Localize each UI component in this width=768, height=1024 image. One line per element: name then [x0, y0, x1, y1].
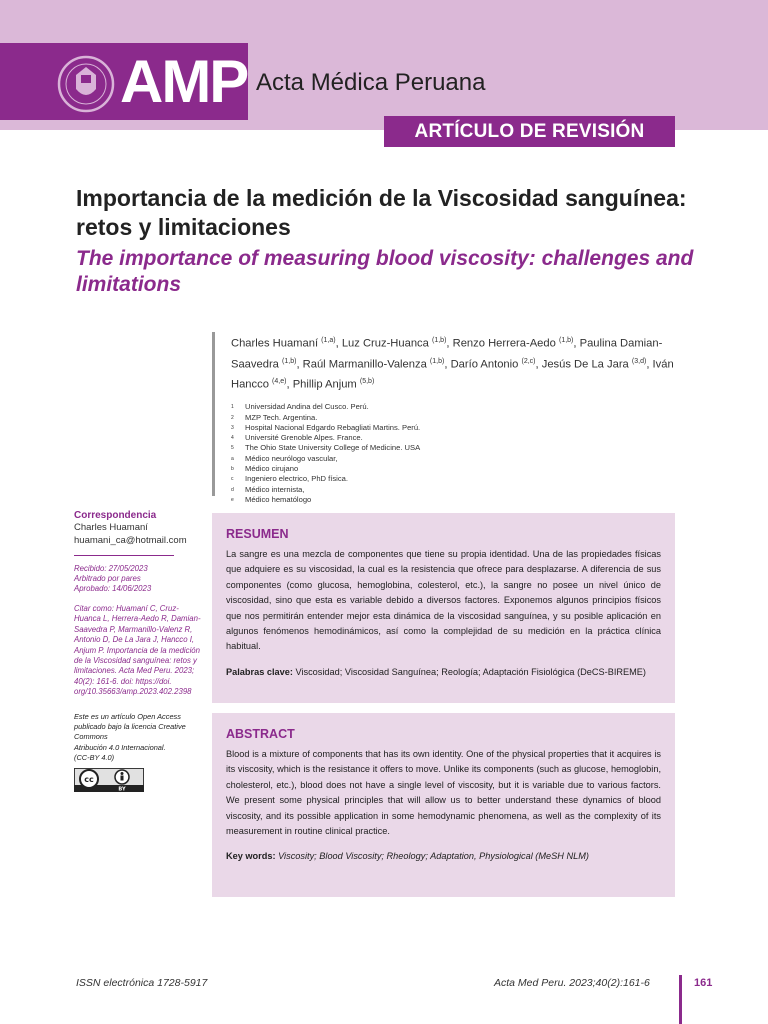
- author-name: Luz Cruz-Huanca: [341, 337, 429, 350]
- title-english: The importance of measuring blood viscosity: challenges and limitations: [76, 247, 694, 296]
- resumen-text: La sangre es una mezcla de componentes que tiene su propia identidad. Una de las propiedades físicas que adquiere es su viscosidad, la cual es la resistencia que ofrece para desplazarse. A diferencia de sus componentes (como glucosa, hemoglobina, colesterol, etc.), la sangre no posee un nivel único de viscosidad, sino que esta es variable debido a diversos factores. Exponemos algunos principios físicos que nos permitirán entender mejor esta dinámica de la viscosidad sanguínea, y su posible aplicación en algunos fenómenos hemodinámicos, así como la complejidad de su medición en la práctica clínica habitual.: [226, 549, 661, 652]
- open-access-line: Atribución 4.0 Internacional.: [74, 742, 166, 752]
- author-affiliation-mark: (2,c): [521, 357, 536, 365]
- peer-review-note: Arbitrado por pares: [74, 574, 141, 583]
- keywords-text: Viscosity; Blood Viscosity; Rheology; Adaptation, Physiological (MeSH NLM): [278, 851, 589, 862]
- footer-issn: ISSN electrónica 1728-5917: [76, 977, 208, 989]
- keywords-text: Viscosidad; Viscosidad Sanguínea; Reología; Adaptación Fisiológica (DeCS-BIREME): [295, 666, 646, 677]
- affiliation-item: d Médico internista,: [231, 484, 305, 494]
- abstract-keywords: [226, 849, 661, 864]
- resumen-heading: RESUMEN: [226, 527, 289, 541]
- journal-seal-logo: [57, 55, 115, 113]
- abstract-text: Blood is a mixture of components that has its own identity. One of the physical properties that it acquires is its viscosity, which is the resistance it offers to move. Unlike its components (such as glucose, hemoglobin, cholesterol, etc.), blood does not have a single level of viscosity, but it is variable due to various factors. We present some physical principles that will allow us to better understand these dynamics of blood viscosity, and its possible application in some hemodynamic phenomena, as well as the complexity of its measurement in routine clinical practice.: [226, 749, 661, 837]
- journal-name: Acta Médica Peruana: [256, 69, 486, 96]
- author-name: Jesús De La Jara: [541, 358, 629, 371]
- author-name: Renzo Herrera-Aedo: [452, 337, 556, 350]
- affiliation-item: 4 Université Grenoble Alpes. France.: [231, 433, 363, 443]
- title-spanish: Importancia de la medición de la Viscosidad sanguínea: retos y limitaciones: [76, 185, 687, 240]
- author-name: Paulina Damian-Saavedra: [231, 337, 663, 371]
- affiliation-list: [231, 402, 674, 505]
- amp-logo-text: AMP: [120, 48, 248, 115]
- author-affiliation-mark: (1,a): [321, 337, 336, 344]
- affiliation-item: 2 MZP Tech. Argentina.: [231, 412, 318, 422]
- affiliation-item: 1 Universidad Andina del Cusco. Perú.: [231, 402, 369, 412]
- author-affiliation-mark: (4,e): [272, 378, 287, 386]
- abstract-heading: ABSTRACT: [226, 727, 295, 741]
- approved-date: Aprobado: 14/06/2023: [74, 584, 152, 593]
- open-access-line: (CC-BY 4.0): [74, 753, 115, 763]
- affiliation-item: c Ingeniero electrico, PhD física.: [231, 474, 348, 484]
- section-banner: ARTÍCULO DE REVISIÓN: [384, 116, 675, 147]
- citation-text: Citar como: Huamaní C, Cruz-Huanca L, Herrera-Aedo R, Damian-Saavedra P, Marmanillo-Valenz R, Antonio D, De La Jara J, Hancco I, Anjum P. Importancia de la medición de la Viscosidad sanguínea: retos y limitaciones. Acta Med Peru. 2023; 40(2): 161-6. doi: https://doi. org/10.35663/amp.2023.402.2398: [74, 604, 201, 697]
- sidebar: [74, 510, 202, 797]
- author-name: Charles Huamaní: [231, 337, 319, 350]
- author-name: Darío Antonio: [450, 358, 519, 371]
- author-list: Charles Huamaní $^{(1,a)}$, Luz Cruz-Huanca $^{(1,b)}$, Renzo Herrera-Aedo $^{(1,b)}$, Paulina Damian-Saavedra $^{(1,b)}$, Raúl Marmanillo-Valenza $^{(1,b)}$, Darío Antonio $^{(2,c)}$, Jesús De La Jara $^{(3,d)}$, Iván Hancco $^{(4,e)}$, Phillip Anjum $^{(5,b)}$: [231, 337, 674, 392]
- cc-by-label: BY: [118, 786, 126, 792]
- affiliation-item: e Médico hematólogo: [231, 494, 312, 504]
- footer-divider: [679, 975, 682, 1024]
- correspondence-email[interactable]: huamani_ca@hotmail.com: [74, 535, 187, 546]
- open-access-note: [74, 712, 202, 764]
- page-number: 161: [694, 977, 713, 989]
- footer-reference: Acta Med Peru. 2023;40(2):161-6: [494, 977, 650, 989]
- affiliation-item: b Médico cirujano: [231, 463, 299, 473]
- keywords-label: Palabras clave:: [226, 666, 293, 677]
- received-date: Recibido: 27/05/2023: [74, 564, 148, 573]
- resumen-box: [212, 513, 675, 703]
- author-affiliation-mark: (5,b): [359, 378, 375, 386]
- affiliation-item: a Médico neurólogo vascular,: [231, 453, 338, 463]
- keywords-label: Key words:: [226, 851, 276, 862]
- affiliation-item: 3 Hospital Nacional Edgardo Rebagliati Martins. Perú.: [231, 422, 421, 432]
- authors-block: [212, 332, 674, 504]
- affiliation-item: 5 The Ohio State University College of Medicine. USA: [231, 443, 421, 453]
- correspondence-title: Correspondencia: [74, 510, 157, 521]
- author-affiliation-mark: (1,b): [431, 337, 447, 344]
- author-affiliation-mark: (3,d): [631, 357, 647, 365]
- divider: [74, 555, 174, 556]
- abstract-box: [212, 713, 675, 897]
- resumen-keywords: [226, 665, 661, 680]
- author-name: Iván Hancco: [231, 358, 674, 392]
- author-affiliation-mark: (1,b): [429, 357, 445, 365]
- cc-by-license-icon[interactable]: [74, 768, 144, 792]
- author-name: Raúl Marmanillo-Valenza: [302, 358, 427, 371]
- author-name: Phillip Anjum: [292, 379, 357, 392]
- author-affiliation-mark: (1,b): [282, 357, 297, 365]
- author-affiliation-mark: (1,b): [558, 337, 574, 344]
- correspondence-name: Charles Huamaní: [74, 522, 148, 533]
- open-access-line: Este es un artículo Open Access publicado bajo la licencia Creative Commons: [74, 711, 186, 742]
- svg-text:cc: cc: [84, 774, 94, 784]
